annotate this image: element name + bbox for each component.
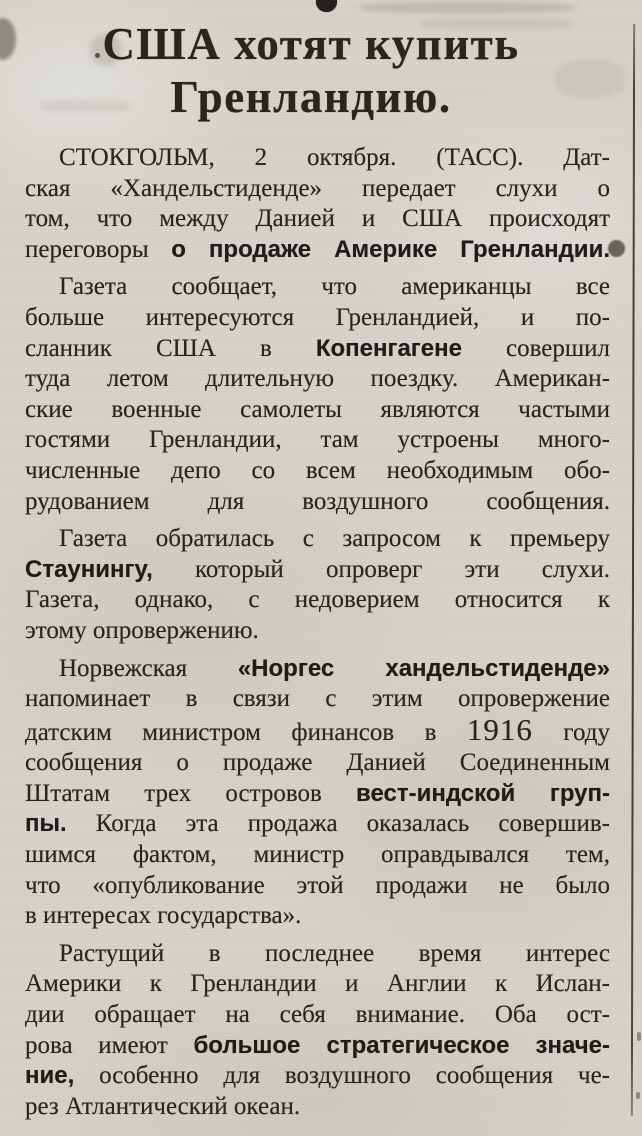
paragraph: [25, 524, 610, 646]
text-run: в интересах государства».: [25, 902, 302, 930]
text-run: численные депо со всем необходимым обо-: [25, 456, 610, 484]
article-line: [25, 901, 610, 932]
text-run: гостями Гренландии, там устроены много-: [25, 426, 610, 454]
edge-speck: [636, 1092, 640, 1099]
article-line: [25, 425, 610, 456]
text-run: совершил: [462, 334, 610, 362]
text-run: году: [532, 718, 610, 746]
text-run: рудованием для воздушного сообщения.: [25, 487, 610, 515]
article-line: [25, 555, 610, 586]
article-line: [25, 303, 610, 334]
text-run: Когда эта продажа оказалась совершив-: [66, 810, 610, 838]
text-run: туда летом длительную поездку. Американ-: [25, 365, 610, 393]
headline-line-1: США хотят купить: [102, 19, 520, 69]
article-line: [25, 272, 610, 303]
article-line: [25, 1000, 610, 1031]
article-line: [25, 871, 610, 902]
article-line: [25, 939, 610, 970]
text-run: Норвежская: [59, 654, 238, 682]
article-line: [25, 204, 610, 235]
article-line: [25, 456, 610, 487]
text-run: Растущий в последнее время интерес: [59, 939, 610, 967]
text-run: ская «Хандельстиденде» передает слухи о: [25, 174, 610, 202]
text-run: этому опровержению.: [25, 616, 259, 644]
text-run: сланник США в: [25, 334, 316, 362]
text-run: рова имеют: [25, 1031, 194, 1059]
article-line: [25, 1031, 610, 1062]
text-run: Газета обратилась с запросом к премьеру: [59, 525, 610, 553]
ink-blot: [608, 240, 625, 257]
article-line: [25, 585, 610, 616]
text-run: ские военные самолеты являются частыми: [25, 395, 610, 423]
bleedthrough-smudge: [360, 2, 575, 13]
headline-line-2: Гренландию.: [170, 72, 452, 122]
article-line: [25, 364, 610, 395]
text-run: Америки к Гренландии и Англии к Ислан-: [25, 970, 610, 998]
article-line: [25, 524, 610, 555]
bold-text-run: большое стратегическое значе-: [193, 1031, 610, 1059]
headline: [30, 18, 592, 124]
text-run: дии обращает на себя внимание. Оба ост-: [25, 1001, 610, 1029]
article-line: [25, 1061, 610, 1092]
article-line: [25, 235, 610, 266]
article-line: [25, 779, 610, 810]
text-run: шимся фактом, министр оправдывался тем,: [25, 841, 610, 869]
text-run: датским министром финансов в: [25, 718, 467, 746]
text-run: Газета, однако, с недоверием относится к: [25, 586, 610, 614]
article-line: [25, 143, 610, 174]
paragraph: [25, 939, 610, 1123]
text-run: переговоры: [25, 235, 172, 263]
text-run: больше интересуются Гренландией, и по-: [25, 303, 610, 331]
text-run: Газета сообщает, что американцы все: [59, 273, 610, 301]
column-rule: [631, 24, 635, 1116]
article-line: [25, 969, 610, 1000]
edge-speck: [637, 1032, 641, 1041]
bold-text-run: ние,: [25, 1062, 75, 1090]
bold-text-run: «Норгес хандельстиденде»: [237, 654, 610, 682]
bold-text-run: о продаже Америке Гренландии.: [171, 235, 610, 263]
text-run: рез Атлантический океан.: [25, 1092, 301, 1120]
year-figure: 1916: [466, 711, 533, 747]
article-line: [25, 840, 610, 871]
text-run: Штатам трех островов: [25, 779, 357, 807]
paragraph: [25, 143, 610, 265]
article-line: [25, 809, 610, 840]
text-run: особенно для воздушного сообщения че-: [74, 1062, 610, 1090]
text-run: напоминает в связи с этим опровержение: [25, 685, 610, 713]
left-edge-smudge: [0, 18, 16, 60]
paragraph: [25, 654, 610, 932]
bold-text-run: Стаунингу,: [25, 555, 153, 583]
article-line: [25, 711, 610, 749]
bold-text-run: пы.: [25, 810, 67, 838]
article-line: [25, 654, 610, 685]
text-run: который опроверг эти слухи.: [152, 555, 610, 583]
text-run: том, что между Данией и США происходят: [25, 205, 610, 233]
paragraph: [25, 272, 610, 517]
article-line: [25, 748, 610, 779]
article-line: [25, 487, 610, 518]
ink-dot-artifact: [316, 0, 337, 12]
article-line: [25, 1092, 610, 1123]
article-line: [25, 395, 610, 426]
bold-text-run: вест-индской груп-: [356, 779, 611, 807]
text-run: что «опубликование этой продажи не было: [25, 871, 610, 899]
article-line: [25, 174, 610, 205]
bold-text-run: Копенгагене: [315, 334, 462, 362]
article-line: [25, 684, 610, 715]
text-run: СТОКГОЛЬМ, 2 октября. (ТАСС). Дат-: [59, 144, 610, 171]
text-run: сообщения о продаже Данией Соединенным: [25, 749, 610, 777]
article-line: [25, 334, 610, 365]
article-line: [25, 616, 610, 647]
article-body: [25, 143, 610, 1129]
